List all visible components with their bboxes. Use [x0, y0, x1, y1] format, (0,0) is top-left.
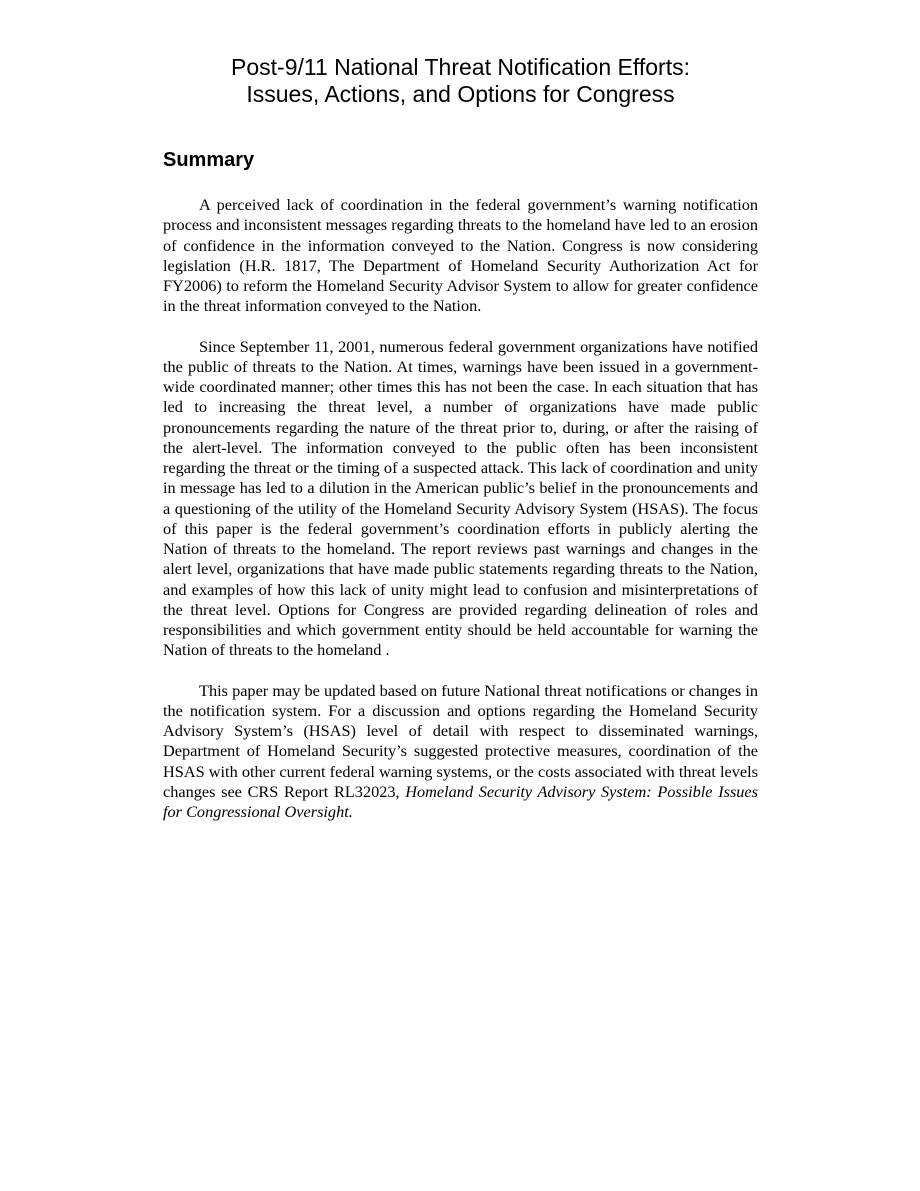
title-line-1: Post-9/11 National Threat Notification Efforts:	[231, 54, 690, 80]
paragraph-3-text: This paper may be updated based on future National threat notifications or changes in the notification system. For a discussion and options regarding the Homeland Security Advisory System’s (HSAS) level of detail with respect to disseminated warnings, Department of Homeland Security’s suggested protective measures, coordination of the HSAS with other current federal warning systems, or the costs associated with threat levels changes see CRS Report RL32023,	[163, 680, 758, 801]
document-title	[163, 54, 758, 108]
summary-paragraph-3	[163, 681, 758, 823]
paragraph-3-end: .	[348, 802, 353, 821]
crs-report-title: Homeland Security Advisory System: Possible Issues for Congressional Oversight	[163, 781, 758, 821]
document-page	[163, 54, 758, 822]
summary-heading: Summary	[163, 149, 255, 171]
summary-paragraph-1: A perceived lack of coordination in the federal government’s warning notification process and inconsistent messages regarding threats to the homeland have led to an erosion of confidence in the information conveyed to the Nation. Congress is now considering legislation (H.R. 1817, The Department of Homeland Security Authorization Act for FY2006) to reform the Homeland Security Advisor System to allow for greater confidence in the threat information conveyed to the Nation.	[163, 195, 758, 316]
summary-paragraph-2: Since September 11, 2001, numerous federal government organizations have notified the public of threats to the Nation. At times, warnings have been issued in a government-wide coordinated manner; other times this has not been the case. In each situation that has led to increasing the threat level, a number of organizations have made public pronouncements regarding the nature of the threat prior to, during, or after the raising of the alert-level. The information conveyed to the public often has been inconsistent regarding the threat or the timing of a suspected attack. This lack of coordination and unity in message has led to a dilution in the American public’s belief in the pronouncements and a questioning of the utility of the Homeland Security Advisory System (HSAS). The focus of this paper is the federal government’s coordination efforts in publicly alerting the Nation of threats to the homeland. The report reviews past warnings and changes in the alert level, organizations that have made public statements regarding threats to the Nation, and examples of how this lack of unity might lead to confusion and misinterpretations of the threat level. Options for Congress are provided regarding delineation of roles and responsibilities and which government entity should be held accountable for warning the Nation of threats to the homeland .	[163, 336, 758, 660]
title-line-2: Issues, Actions, and Options for Congress	[246, 81, 675, 107]
